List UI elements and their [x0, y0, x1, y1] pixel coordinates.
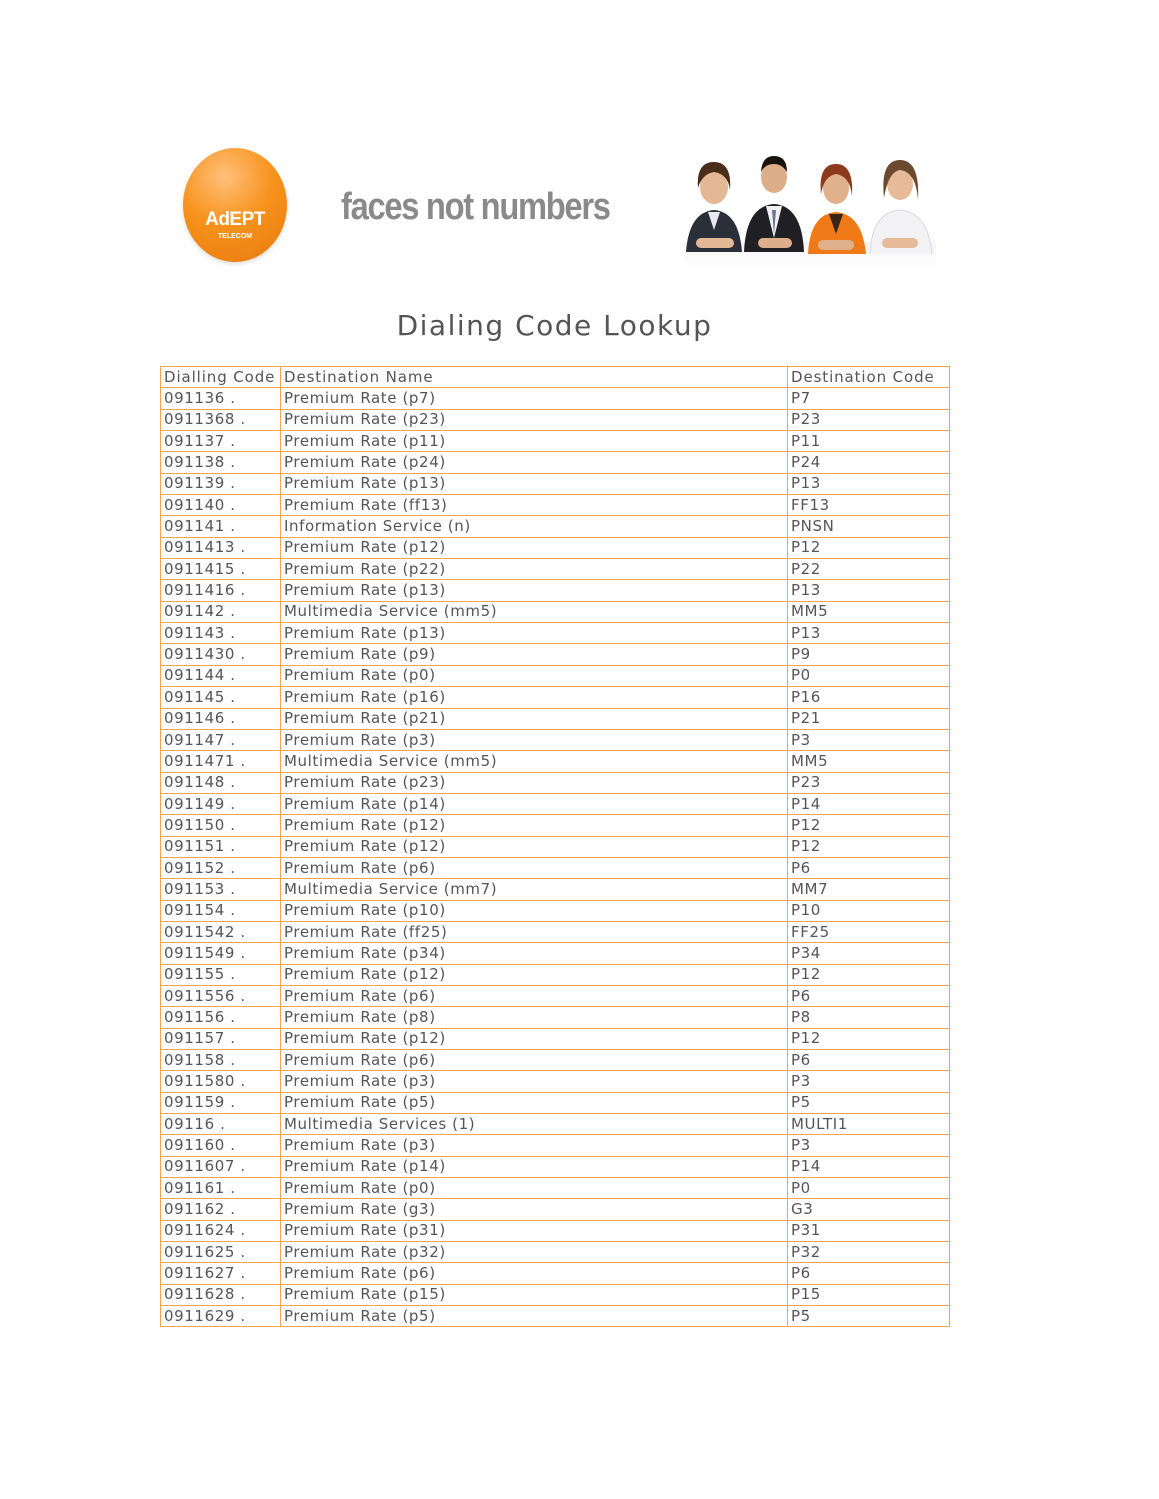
destination-code-cell: P13 — [788, 473, 950, 494]
table-row — [161, 1114, 950, 1135]
destination-code-cell: P12 — [788, 836, 950, 857]
destination-name-cell: Premium Rate (p12) — [281, 1028, 788, 1049]
destination-name-cell: Premium Rate (p12) — [281, 964, 788, 985]
destination-name-cell: Premium Rate (p10) — [281, 900, 788, 921]
table-row — [161, 495, 950, 516]
dialling-code-cell: 091151 . — [161, 836, 281, 857]
destination-code-cell: P3 — [788, 1071, 950, 1092]
dialling-code-cell: 091155 . — [161, 964, 281, 985]
destination-code-cell: MM5 — [788, 601, 950, 622]
dialling-code-cell: 091150 . — [161, 815, 281, 836]
destination-name-cell: Premium Rate (p32) — [281, 1242, 788, 1263]
destination-code-cell: P3 — [788, 1135, 950, 1156]
destination-name-cell: Premium Rate (p16) — [281, 687, 788, 708]
destination-name-cell: Premium Rate (g3) — [281, 1199, 788, 1220]
dialling-code-cell: 091140 . — [161, 495, 281, 516]
dialling-code-cell: 091146 . — [161, 708, 281, 729]
dialling-code-cell: 091153 . — [161, 879, 281, 900]
destination-code-cell: MULTI1 — [788, 1114, 950, 1135]
destination-code-cell: P12 — [788, 537, 950, 558]
dialling-code-cell: 091152 . — [161, 857, 281, 878]
table-row — [161, 964, 950, 985]
destination-name-cell: Premium Rate (p6) — [281, 1050, 788, 1071]
destination-name-cell: Multimedia Service (mm5) — [281, 751, 788, 772]
table-row — [161, 537, 950, 558]
destination-name-cell: Premium Rate (p13) — [281, 473, 788, 494]
table-row — [161, 857, 950, 878]
table-row — [161, 1071, 950, 1092]
destination-code-cell: P8 — [788, 1007, 950, 1028]
destination-name-cell: Premium Rate (p34) — [281, 943, 788, 964]
destination-code-cell: P13 — [788, 580, 950, 601]
destination-code-cell: P6 — [788, 985, 950, 1006]
table-row — [161, 836, 950, 857]
dialling-code-cell: 091139 . — [161, 473, 281, 494]
dialling-code-cell: 091141 . — [161, 516, 281, 537]
dialling-code-cell: 0911416 . — [161, 580, 281, 601]
table-row — [161, 879, 950, 900]
table-row — [161, 687, 950, 708]
dialling-code-cell: 0911627 . — [161, 1263, 281, 1284]
destination-name-cell: Premium Rate (p22) — [281, 559, 788, 580]
table-row — [161, 1156, 950, 1177]
destination-code-cell: P5 — [788, 1092, 950, 1113]
destination-name-cell: Premium Rate (ff13) — [281, 495, 788, 516]
destination-name-cell: Information Service (n) — [281, 516, 788, 537]
dialling-code-cell: 091144 . — [161, 665, 281, 686]
destination-name-cell: Premium Rate (p5) — [281, 1092, 788, 1113]
table-row — [161, 516, 950, 537]
dialling-code-cell: 0911625 . — [161, 1242, 281, 1263]
dialling-code-cell: 0911471 . — [161, 751, 281, 772]
table-row — [161, 559, 950, 580]
dialling-code-cell: 0911607 . — [161, 1156, 281, 1177]
destination-name-cell: Premium Rate (p3) — [281, 1071, 788, 1092]
destination-name-cell: Premium Rate (ff25) — [281, 921, 788, 942]
dialling-code-cell: 091148 . — [161, 772, 281, 793]
destination-name-cell: Premium Rate (p21) — [281, 708, 788, 729]
destination-code-cell: P3 — [788, 729, 950, 750]
destination-name-cell: Premium Rate (p13) — [281, 623, 788, 644]
table-row — [161, 665, 950, 686]
dialling-code-cell: 091145 . — [161, 687, 281, 708]
dialling-code-cell: 091154 . — [161, 900, 281, 921]
destination-code-cell: FF13 — [788, 495, 950, 516]
table-row — [161, 431, 950, 452]
destination-code-cell: P12 — [788, 1028, 950, 1049]
table-row — [161, 1263, 950, 1284]
destination-name-cell: Premium Rate (p23) — [281, 772, 788, 793]
destination-name-cell: Premium Rate (p31) — [281, 1220, 788, 1241]
destination-code-cell: P32 — [788, 1242, 950, 1263]
table-body — [161, 388, 950, 1327]
table-row — [161, 409, 950, 430]
table-row — [161, 708, 950, 729]
destination-code-cell: P14 — [788, 1156, 950, 1177]
destination-code-cell: P0 — [788, 665, 950, 686]
table-row — [161, 644, 950, 665]
logo-subtext: TELECOM — [217, 233, 253, 240]
table-row — [161, 1242, 950, 1263]
table-row — [161, 1199, 950, 1220]
table-row — [161, 793, 950, 814]
destination-code-cell: P10 — [788, 900, 950, 921]
destination-code-cell: P31 — [788, 1220, 950, 1241]
destination-code-cell: P21 — [788, 708, 950, 729]
table-row — [161, 815, 950, 836]
table-header-row — [161, 367, 950, 388]
dialling-code-cell: 0911580 . — [161, 1071, 281, 1092]
destination-code-cell: P5 — [788, 1306, 950, 1327]
destination-name-cell: Premium Rate (p23) — [281, 409, 788, 430]
table-row — [161, 623, 950, 644]
table-row — [161, 921, 950, 942]
destination-code-cell: P9 — [788, 644, 950, 665]
dialling-code-cell: 0911556 . — [161, 985, 281, 1006]
person-4 — [870, 160, 932, 254]
destination-name-cell: Premium Rate (p3) — [281, 729, 788, 750]
table-row — [161, 900, 950, 921]
destination-name-cell: Premium Rate (p14) — [281, 1156, 788, 1177]
dialling-code-cell: 091162 . — [161, 1199, 281, 1220]
dialling-code-cell: 0911368 . — [161, 409, 281, 430]
destination-code-cell: FF25 — [788, 921, 950, 942]
dialling-code-cell: 091156 . — [161, 1007, 281, 1028]
destination-code-cell: P13 — [788, 623, 950, 644]
dialling-code-cell: 091159 . — [161, 1092, 281, 1113]
destination-code-cell: P23 — [788, 772, 950, 793]
table-row — [161, 473, 950, 494]
table-row — [161, 1178, 950, 1199]
table-row — [161, 452, 950, 473]
person-2 — [744, 156, 804, 252]
person-1 — [686, 162, 742, 252]
dialling-code-cell: 091149 . — [161, 793, 281, 814]
dialling-code-cell: 091142 . — [161, 601, 281, 622]
destination-name-cell: Premium Rate (p5) — [281, 1306, 788, 1327]
destination-name-cell: Premium Rate (p6) — [281, 1263, 788, 1284]
destination-code-cell: P12 — [788, 964, 950, 985]
dialling-code-cell: 091157 . — [161, 1028, 281, 1049]
destination-code-cell: G3 — [788, 1199, 950, 1220]
dialling-code-cell: 0911542 . — [161, 921, 281, 942]
destination-name-cell: Premium Rate (p6) — [281, 985, 788, 1006]
page-header — [0, 0, 1159, 300]
destination-code-cell: P6 — [788, 1050, 950, 1071]
dialling-code-cell: 0911430 . — [161, 644, 281, 665]
destination-name-cell: Premium Rate (p12) — [281, 815, 788, 836]
dialling-code-cell: 091136 . — [161, 388, 281, 409]
destination-name-cell: Multimedia Service (mm5) — [281, 601, 788, 622]
destination-name-cell: Premium Rate (p7) — [281, 388, 788, 409]
dialling-code-cell: 091160 . — [161, 1135, 281, 1156]
table-row — [161, 729, 950, 750]
dialling-code-cell: 091143 . — [161, 623, 281, 644]
table-row — [161, 601, 950, 622]
table-row — [161, 751, 950, 772]
dialling-code-cell: 0911624 . — [161, 1220, 281, 1241]
destination-code-cell: MM7 — [788, 879, 950, 900]
table-row — [161, 1220, 950, 1241]
destination-code-cell: MM5 — [788, 751, 950, 772]
destination-name-cell: Premium Rate (p13) — [281, 580, 788, 601]
header-destination-code: Destination Code — [788, 367, 950, 388]
dialling-code-cell: 0911413 . — [161, 537, 281, 558]
logo-text: AdEPT — [205, 209, 265, 230]
person-3 — [808, 164, 866, 254]
adept-telecom-logo — [183, 148, 287, 262]
table-row — [161, 388, 950, 409]
dialling-code-cell: 0911628 . — [161, 1284, 281, 1305]
destination-code-cell: P7 — [788, 388, 950, 409]
destination-name-cell: Premium Rate (p14) — [281, 793, 788, 814]
dialling-code-cell: 091158 . — [161, 1050, 281, 1071]
dialling-code-cell: 091147 . — [161, 729, 281, 750]
destination-code-cell: P0 — [788, 1178, 950, 1199]
destination-name-cell: Multimedia Services (1) — [281, 1114, 788, 1135]
dialing-code-table — [160, 366, 950, 1327]
destination-name-cell: Premium Rate (p8) — [281, 1007, 788, 1028]
destination-name-cell: Premium Rate (p6) — [281, 857, 788, 878]
table-row — [161, 1306, 950, 1327]
table-row — [161, 1007, 950, 1028]
destination-name-cell: Premium Rate (p0) — [281, 1178, 788, 1199]
dialling-code-cell: 0911629 . — [161, 1306, 281, 1327]
destination-code-cell: P23 — [788, 409, 950, 430]
destination-code-cell: P6 — [788, 1263, 950, 1284]
dialling-code-cell: 091137 . — [161, 431, 281, 452]
destination-name-cell: Premium Rate (p24) — [281, 452, 788, 473]
destination-name-cell: Premium Rate (p12) — [281, 836, 788, 857]
table-row — [161, 1028, 950, 1049]
tagline: faces not numbers — [341, 186, 610, 228]
destination-code-cell: P11 — [788, 431, 950, 452]
destination-name-cell: Premium Rate (p11) — [281, 431, 788, 452]
destination-code-cell: P22 — [788, 559, 950, 580]
destination-code-cell: P24 — [788, 452, 950, 473]
destination-code-cell: P34 — [788, 943, 950, 964]
destination-code-cell: P16 — [788, 687, 950, 708]
destination-name-cell: Multimedia Service (mm7) — [281, 879, 788, 900]
table-row — [161, 580, 950, 601]
destination-name-cell: Premium Rate (p9) — [281, 644, 788, 665]
header-destination-name: Destination Name — [281, 367, 788, 388]
page-title: Dialing Code Lookup — [396, 309, 713, 342]
dialling-code-cell: 091161 . — [161, 1178, 281, 1199]
dialling-code-cell: 091138 . — [161, 452, 281, 473]
table-row — [161, 943, 950, 964]
table-row — [161, 1092, 950, 1113]
table-row — [161, 1050, 950, 1071]
destination-code-cell: P15 — [788, 1284, 950, 1305]
table-row — [161, 772, 950, 793]
table-row — [161, 1135, 950, 1156]
table-row — [161, 985, 950, 1006]
destination-code-cell: P14 — [788, 793, 950, 814]
destination-code-cell: P12 — [788, 815, 950, 836]
destination-name-cell: Premium Rate (p0) — [281, 665, 788, 686]
header-dialling-code: Dialling Code — [161, 367, 281, 388]
table-row — [161, 1284, 950, 1305]
destination-code-cell: PNSN — [788, 516, 950, 537]
business-people-photo — [684, 142, 936, 270]
destination-name-cell: Premium Rate (p15) — [281, 1284, 788, 1305]
dialling-code-cell: 09116 . — [161, 1114, 281, 1135]
dialling-code-cell: 0911549 . — [161, 943, 281, 964]
dialling-code-cell: 0911415 . — [161, 559, 281, 580]
destination-name-cell: Premium Rate (p12) — [281, 537, 788, 558]
destination-name-cell: Premium Rate (p3) — [281, 1135, 788, 1156]
destination-code-cell: P6 — [788, 857, 950, 878]
